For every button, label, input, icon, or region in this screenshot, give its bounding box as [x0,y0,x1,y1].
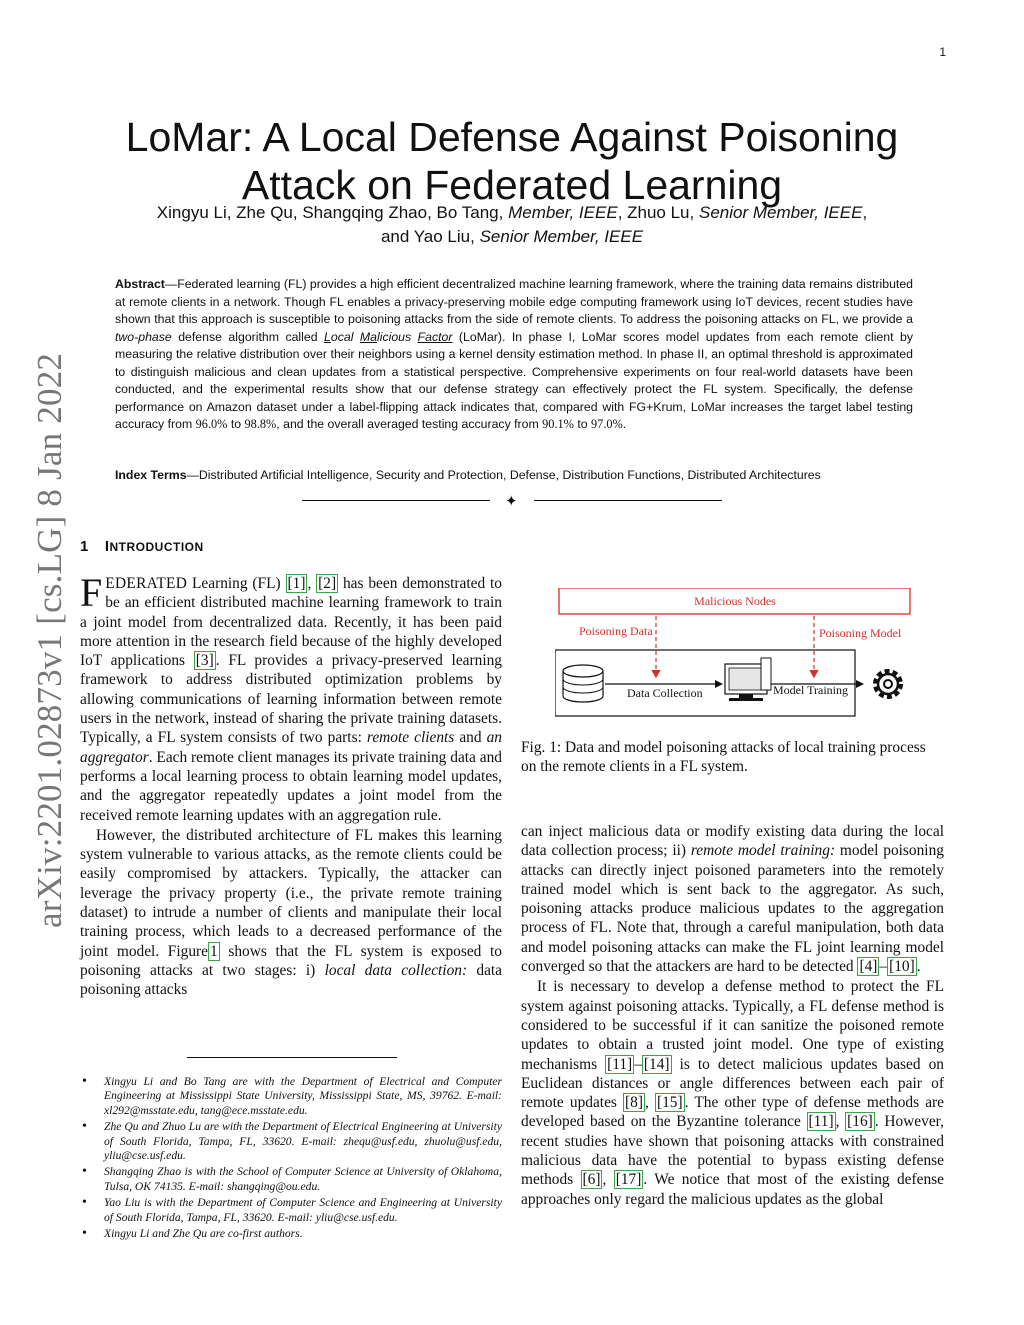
body-text: . FL provides a privacy-preserved learning framework to address distributed optimization problems by allowing communications of learning information between remote users in the network, instead of sharing the private training datasets. Typically, a FL system consists of two parts: [80,652,502,747]
citation-link[interactable]: [6] [582,1171,601,1189]
metric-value: 90.1% [542,417,574,431]
body-text: , [602,1171,614,1189]
body-text: data poisoning attacks [80,961,503,999]
author-list [80,201,944,249]
index-terms-label: Index Terms [115,468,187,482]
body-text: can inject malicious data or modify existing data during the local data collection process; ii) [521,823,944,860]
poisoning-model-label: Poisoning Model [819,626,902,640]
body-text: shows that the FL system is exposed to poisoning attacks at two stages: i) [80,942,502,979]
abstract-text: to [573,417,592,431]
citation-link[interactable]: [3] [195,652,214,670]
body-text: Learning (FL) [187,575,286,592]
body-text: . However, recent studies have shown that poisoning attacks with constrained malicious data have the potential to bypass existing defense methods [521,1113,945,1189]
lomar-part: ocal [330,329,360,344]
metric-value: 98.8% [244,417,277,431]
dropcap: F [80,570,103,615]
index-terms [115,467,913,485]
author-separator: , [862,203,868,222]
abstract-text: . [622,417,627,431]
gear-icon [875,671,901,697]
lomar-part: licious [376,329,418,344]
section-heading [80,538,204,555]
body-text: model poisoning attacks can directly inject poisoned parameters into the remotely trained model which is sent back to the aggregator. As such, poisoning attacks produce malicious updates to the aggregation process of FL. Note that, through a careful manipulation, both data and model poisoning attacks can make the FL joint learning model converged so that the attackers are hard to be detected [521,842,944,976]
flow-arrowhead [856,680,864,688]
lomar-letter: L [324,329,331,344]
body-text: . [916,958,921,976]
divider-diamond-icon: ✦ [505,493,518,510]
author-affiliation: Senior Member, IEEE [479,227,644,246]
citation-link[interactable]: [11] [808,1113,834,1131]
body-text: . The other type of defense methods are developed based on the Byzantine tolerance [521,1094,944,1131]
body-text: is to detect malicious updates based on Euclidean distances or angle differences between each pair of remote updates [521,1055,944,1112]
abstract-text: , and the overall averaged testing accuracy from [276,417,543,431]
author-name: , Zhuo Lu, [617,203,695,222]
emphasis: local data collection: [324,961,468,979]
body-text: has been demonstrated to be an efficient distributed machine learning framework to train a joint model from decentralized data. Recently, it has been paid more attention in the research field because of the highly developed IoT applications [80,575,502,670]
footnote: • Zhe Qu and Zhuo Lu are with the Department of Electrical Engineering at University of South Florida, Tampa, FL, 33620. E-mail: zhequ@usf.edu, zhuolu@usf.edu, yliu@cse.usf.edu. [80,1120,502,1163]
divider-line [302,500,490,501]
paragraph [521,822,944,976]
abstract-text: —Federated learning (FL) provides a high efficient decentralized machine learning framework, where the training data remains distributed at remote clients in a network. Though FL enables a privacy-preserving mobile edge computing framework using IoT devices, recent studies have shown that this approach is susceptible to poisoning attacks from the side of remote clients. To address the poisoning attacks on FL, we provide a [115,277,913,326]
metric-value: 97.0% [591,417,623,431]
citation-link[interactable]: [1] [287,575,306,592]
body-text: . Each remote client manages its private training data and performs a local learning process to obtain learning model updates, and the aggregator repeatedly updates a joint model from the received remote learning updates with an aggregation rule. [80,748,502,824]
author-affiliation: Member, IEEE [508,203,618,222]
body-text: It is necessary to develop a defense method to protect the FL system against poisoning attacks. Typically, a FL defense method is considered to be successful if it can sanitize the poisoned remote updates to obtain a trusted joint model. One type of existing mechanisms [521,978,944,1073]
citation-link[interactable]: [2] [318,575,337,592]
body-text: However, the distributed architecture of FL makes this learning system vulnerable to various attacks, as the remote clients could be easily compromised by attackers. Typically, the attacker can leverage the privacy property (i.e., the private remote training dataset) to intrude a number of clients and manipulate their local training process, which leads to a decreased performance of the joint model. Figure [80,826,502,960]
citation-link[interactable]: [16] [847,1113,873,1131]
body-text: , [835,1113,846,1131]
paragraph [521,977,944,1209]
figure-link[interactable]: 1 [210,942,218,960]
paper-title: LoMar: A Local Defense Against Poisoning Attack on Federated Learning [125,114,899,209]
body-text: , [307,575,317,592]
left-column [80,570,503,1000]
paragraph [80,826,502,1000]
right-column [521,822,944,1209]
flow-arrowhead [715,680,723,688]
emphasis: remote model training: [690,842,836,860]
section-title: NTRODUCTION [109,540,204,554]
footnote-rule [187,1057,397,1058]
emphasis: remote clients [366,729,455,747]
poisoning-data-label: Poisoning Data [579,624,653,638]
citation-link[interactable]: [4] [859,958,878,976]
authors-line2: and Yao Liu, [380,227,475,246]
arxiv-watermark: arXiv:2201.02873v1 [cs.LG] 8 Jan 2022 [30,352,69,928]
divider-line [534,500,722,501]
metric-value: 96.0% [195,417,228,431]
emphasis: an aggregator [80,729,502,766]
abstract-text: defense algorithm called [171,329,325,344]
authors-line1: Xingyu Li, Zhe Qu, Shangqing Zhao, Bo Tang, [156,203,504,222]
section-title-initial: I [104,538,110,555]
malicious-nodes-label: Malicious Nodes [694,594,776,608]
body-text: and [454,729,487,747]
abstract [115,276,913,434]
section-divider [302,493,722,514]
body-text: , [644,1094,655,1112]
footnote: • Xingyu Li and Bo Tang are with the Department of Electrical and Computer Engineering at Mississippi State University, Mississippi State, MS, 39762. E-mail: xl292@msstate.edu, tang@ece.msstate.edu. [80,1075,502,1118]
page-number: 1 [939,45,946,59]
body-text: – [634,1055,642,1073]
paragraph [80,570,502,825]
figure-caption: Fig. 1: Data and model poisoning attacks of local training process on the remote clients in a FL system. [521,739,926,776]
figure-1-diagram [555,588,915,718]
database-icon [563,665,603,702]
body-text: – [879,958,888,976]
footnotes [80,1075,502,1243]
abstract-text: (LoMar). In phase I, LoMar scores model updates from each remote client by measuring the relative distribution over their neighbors using a kernel density estimation method. In phase II, an optimal threshold is approximated to distinguish malicious and clean updates from a statistical perspective. Comprehensive experiments on four real-world datasets have been conducted, and the experimental results show that our defense strategy can effectively protect the FL system. Specifically, the defense performance on Amazon dataset under a label-flipping attack indicates that, compared with FG+Krum, LoMar increases the target label testing accuracy from [115,329,913,431]
model-training-label: Model Training [773,683,849,697]
lomar-letter: Ma [359,329,377,344]
author-affiliation: Senior Member, IEEE [698,203,863,222]
citation-link[interactable]: [8] [625,1094,643,1112]
data-collection-label: Data Collection [627,686,703,700]
smallcaps-word: EDERATED [105,575,188,592]
abstract-label: Abstract [115,277,165,291]
footnote: • Shangqing Zhao is with the School of Computer Science at University of Oklahoma, Tulsa, OK 74135. E-mail: shangqing@ou.edu. [80,1165,502,1194]
index-terms-text: —Distributed Artificial Intelligence, Security and Protection, Defense, Distribution Functions, Distributed Architectures [186,468,821,482]
abstract-emphasis: two-phase [115,329,172,344]
citation-link[interactable]: [11] [607,1055,633,1073]
abstract-text: to [227,417,245,431]
citation-link[interactable]: [15] [656,1094,683,1112]
section-number: 1 [80,538,89,555]
body-text: . We notice that most of the existing defense approaches only regard the malicious updates as the global [521,1171,944,1208]
citation-link[interactable]: [14] [643,1055,670,1073]
footnote: • Yao Liu is with the Department of Computer Science and Engineering at University of South Florida, Tampa, FL, 33620. E-mail: yliu@cse.usf.edu. [80,1196,502,1225]
footnote: • Xingyu Li and Zhe Qu are co-first authors. [80,1227,502,1241]
computer-icon [725,658,771,701]
lomar-name [324,330,452,344]
lomar-letter: Factor [417,329,453,344]
citation-link[interactable]: [17] [615,1171,642,1189]
citation-link[interactable]: [10] [889,958,915,976]
